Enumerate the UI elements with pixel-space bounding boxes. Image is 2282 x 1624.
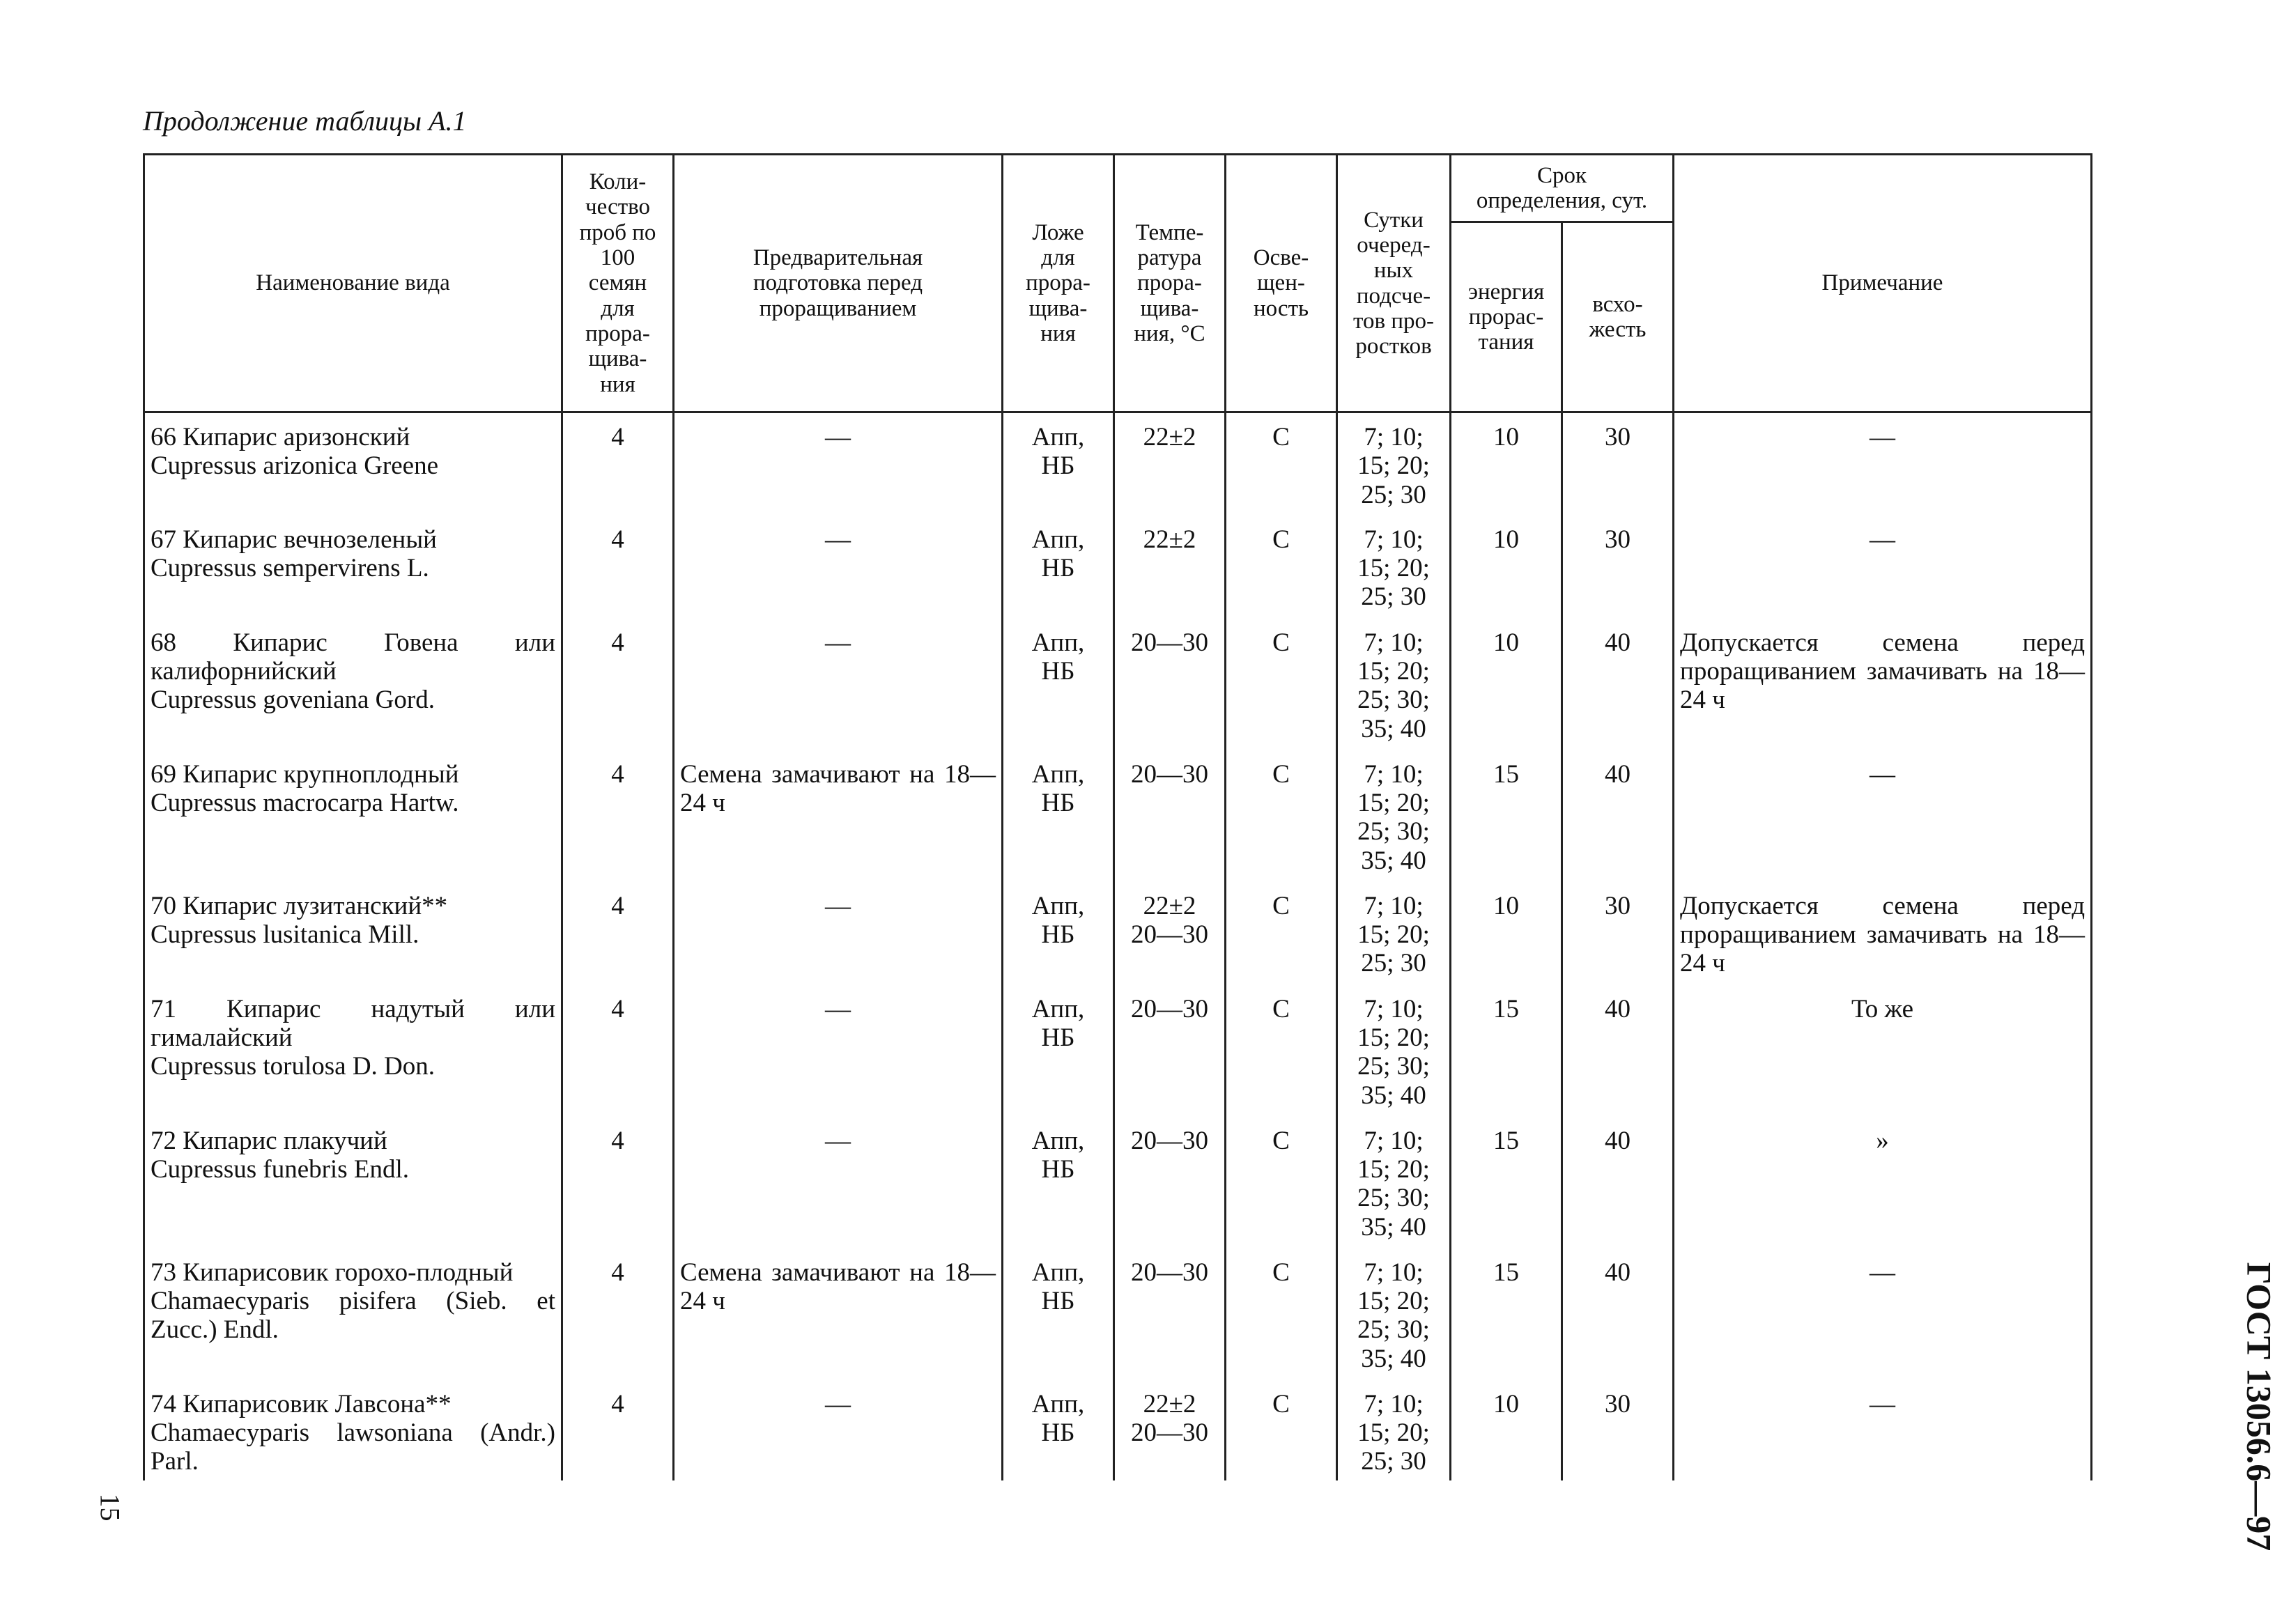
header-prep-text: Предварительная подготовка перед проращиванием xyxy=(753,245,923,321)
samples-cell: 4 xyxy=(562,882,674,985)
table-row xyxy=(144,1380,2092,1480)
header-temp xyxy=(1114,155,1226,412)
prep-cell: — xyxy=(674,516,1003,619)
species-name: 74 Кипарисовик Лавсона** xyxy=(151,1389,452,1418)
species-latin: Cupressus funebris Endl. xyxy=(151,1154,409,1184)
prep-cell: Семена замачивают на 18—24 ч xyxy=(674,1248,1003,1380)
germ-cell: 30 xyxy=(1562,516,1674,619)
header-bed-text: Ложе для прора- щива- ния xyxy=(1026,219,1090,346)
header-note-text: Примечание xyxy=(1821,270,1943,296)
energy-cell: 15 xyxy=(1451,1117,1562,1248)
table-caption: Продолжение таблицы А.1 xyxy=(143,105,467,137)
header-samples xyxy=(562,155,674,412)
energy-cell: 10 xyxy=(1451,1380,1562,1480)
germ-cell: 30 xyxy=(1562,882,1674,985)
energy-cell: 15 xyxy=(1451,750,1562,882)
samples-cell: 4 xyxy=(562,1117,674,1248)
species-latin: Chamaecyparis lawsoniana (Andr.) Parl. xyxy=(151,1418,555,1476)
bed-cell: Апп, НБ xyxy=(1003,985,1114,1117)
light-cell: С xyxy=(1226,619,1337,750)
light-cell: С xyxy=(1226,750,1337,882)
species-latin: Cupressus lusitanica Mill. xyxy=(151,920,419,949)
germination-table xyxy=(143,153,2092,1480)
note-cell: Допускается семена перед проращиванием замачивать на 18—24 ч xyxy=(1674,619,2092,750)
header-term xyxy=(1451,155,1674,222)
days-cell: 7; 10; 15; 20; 25; 30 xyxy=(1337,516,1451,619)
table-row xyxy=(144,882,2092,985)
bed-cell: Апп, НБ xyxy=(1003,882,1114,985)
temp-cell: 22±2 20—30 xyxy=(1114,882,1226,985)
germ-cell: 30 xyxy=(1562,1380,1674,1480)
temp-cell: 20—30 xyxy=(1114,750,1226,882)
temp-cell: 20—30 xyxy=(1114,1248,1226,1380)
species-cell xyxy=(144,1248,562,1380)
samples-cell: 4 xyxy=(562,1248,674,1380)
species-name: 71 Кипарис надутый или гималайский xyxy=(151,994,555,1052)
species-name: 66 Кипарис аризонский xyxy=(151,423,410,451)
samples-cell: 4 xyxy=(562,750,674,882)
bed-cell: Апп, НБ xyxy=(1003,1248,1114,1380)
days-cell: 7; 10; 15; 20; 25; 30; 35; 40 xyxy=(1337,1248,1451,1380)
header-note xyxy=(1674,155,2092,412)
germ-cell: 30 xyxy=(1562,412,1674,516)
header-bed xyxy=(1003,155,1114,412)
days-cell: 7; 10; 15; 20; 25; 30; 35; 40 xyxy=(1337,619,1451,750)
species-latin: Cupressus sempervirens L. xyxy=(151,553,429,582)
header-light xyxy=(1226,155,1337,412)
light-cell: С xyxy=(1226,412,1337,516)
header-name xyxy=(144,155,562,412)
species-name: 73 Кипарисовик горохо-плодный xyxy=(151,1258,514,1287)
table-body xyxy=(144,412,2092,1480)
note-cell: — xyxy=(1674,1380,2092,1480)
samples-cell: 4 xyxy=(562,412,674,516)
light-cell: С xyxy=(1226,882,1337,985)
species-latin: Cupressus torulosa D. Don. xyxy=(151,1052,435,1081)
species-latin: Cupressus goveniana Gord. xyxy=(151,686,435,715)
germ-cell: 40 xyxy=(1562,1117,1674,1248)
header-prep xyxy=(674,155,1003,412)
table-row xyxy=(144,619,2092,750)
prep-cell: — xyxy=(674,985,1003,1117)
samples-cell: 4 xyxy=(562,619,674,750)
samples-cell: 4 xyxy=(562,516,674,619)
bed-cell: Апп, НБ xyxy=(1003,412,1114,516)
germ-cell: 40 xyxy=(1562,985,1674,1117)
light-cell: С xyxy=(1226,516,1337,619)
note-cell: — xyxy=(1674,1248,2092,1380)
bed-cell: Апп, НБ xyxy=(1003,516,1114,619)
energy-cell: 10 xyxy=(1451,619,1562,750)
species-latin: Cupressus arizonica Greene xyxy=(151,451,438,481)
species-latin: Cupressus macrocarpa Hartw. xyxy=(151,788,459,817)
energy-cell: 10 xyxy=(1451,412,1562,516)
prep-cell: — xyxy=(674,619,1003,750)
table-row xyxy=(144,1248,2092,1380)
prep-cell: — xyxy=(674,882,1003,985)
table-row xyxy=(144,985,2092,1117)
note-cell: Допускается семена перед проращиванием замачивать на 18—24 ч xyxy=(1674,882,2092,985)
note-cell: То же xyxy=(1674,985,2092,1117)
header-light-text: Осве- щен- ность xyxy=(1253,245,1309,321)
temp-cell: 20—30 xyxy=(1114,1117,1226,1248)
temp-cell: 20—30 xyxy=(1114,985,1226,1117)
header-name-text: Наименование вида xyxy=(256,270,450,296)
temp-cell: 22±2 xyxy=(1114,516,1226,619)
bed-cell: Апп, НБ xyxy=(1003,750,1114,882)
species-cell xyxy=(144,882,562,985)
species-name: 68 Кипарис Говена или калифорнийский xyxy=(151,628,555,686)
page-number: 15 xyxy=(94,1493,126,1522)
header-energy xyxy=(1451,222,1562,412)
days-cell: 7; 10; 15; 20; 25; 30; 35; 40 xyxy=(1337,1117,1451,1248)
germ-cell: 40 xyxy=(1562,750,1674,882)
bed-cell: Апп, НБ xyxy=(1003,1117,1114,1248)
species-cell xyxy=(144,1380,562,1480)
species-name: 67 Кипарис вечнозеленый xyxy=(151,525,437,554)
bed-cell: Апп, НБ xyxy=(1003,1380,1114,1480)
species-cell xyxy=(144,750,562,882)
header-days-text: Сутки очеред- ных подсче- тов про- ростков xyxy=(1353,207,1434,359)
light-cell: С xyxy=(1226,1380,1337,1480)
light-cell: С xyxy=(1226,985,1337,1117)
germ-cell: 40 xyxy=(1562,619,1674,750)
table-row xyxy=(144,516,2092,619)
temp-cell: 22±2 xyxy=(1114,412,1226,516)
header-germ xyxy=(1562,222,1674,412)
species-cell xyxy=(144,1117,562,1248)
temp-cell: 22±2 20—30 xyxy=(1114,1380,1226,1480)
prep-cell: Семена замачивают на 18—24 ч xyxy=(674,750,1003,882)
energy-cell: 15 xyxy=(1451,985,1562,1117)
samples-cell: 4 xyxy=(562,985,674,1117)
light-cell: С xyxy=(1226,1117,1337,1248)
days-cell: 7; 10; 15; 20; 25; 30 xyxy=(1337,412,1451,516)
species-name: 70 Кипарис лузитанский** xyxy=(151,891,448,920)
species-cell xyxy=(144,412,562,516)
species-cell xyxy=(144,619,562,750)
note-cell: » xyxy=(1674,1117,2092,1248)
days-cell: 7; 10; 15; 20; 25; 30 xyxy=(1337,1380,1451,1480)
header-days xyxy=(1337,155,1451,412)
table-row xyxy=(144,412,2092,516)
note-cell: — xyxy=(1674,412,2092,516)
species-cell xyxy=(144,516,562,619)
header-samples-text: Коли- чество проб по 100 семян для прора- щива- ния xyxy=(579,169,656,397)
samples-cell: 4 xyxy=(562,1380,674,1480)
header-germ-text: всхо- жесть xyxy=(1589,291,1647,342)
energy-cell: 15 xyxy=(1451,1248,1562,1380)
header-term-text: Срок определения, сут. xyxy=(1476,162,1648,213)
table-row xyxy=(144,1117,2092,1248)
note-cell: — xyxy=(1674,750,2092,882)
header-temp-text: Темпе- ратура прора- щива- ния, °С xyxy=(1134,219,1205,346)
light-cell: С xyxy=(1226,1248,1337,1380)
energy-cell: 10 xyxy=(1451,882,1562,985)
temp-cell: 20—30 xyxy=(1114,619,1226,750)
prep-cell: — xyxy=(674,412,1003,516)
species-name: 72 Кипарис плакучий xyxy=(151,1126,387,1155)
bed-cell: Апп, НБ xyxy=(1003,619,1114,750)
energy-cell: 10 xyxy=(1451,516,1562,619)
gost-code: ГОСТ 13056.6—97 xyxy=(2239,1262,2279,1552)
days-cell: 7; 10; 15; 20; 25; 30 xyxy=(1337,882,1451,985)
days-cell: 7; 10; 15; 20; 25; 30; 35; 40 xyxy=(1337,750,1451,882)
table-row xyxy=(144,750,2092,882)
note-cell: — xyxy=(1674,516,2092,619)
species-latin: Chamaecyparis pisifera (Sieb. et Zucc.) Endl. xyxy=(151,1286,555,1345)
species-name: 69 Кипарис крупноплодный xyxy=(151,759,459,789)
species-cell xyxy=(144,985,562,1117)
days-cell: 7; 10; 15; 20; 25; 30; 35; 40 xyxy=(1337,985,1451,1117)
prep-cell: — xyxy=(674,1117,1003,1248)
prep-cell: — xyxy=(674,1380,1003,1480)
germ-cell: 40 xyxy=(1562,1248,1674,1380)
header-energy-text: энергия прорас- тания xyxy=(1467,279,1545,355)
